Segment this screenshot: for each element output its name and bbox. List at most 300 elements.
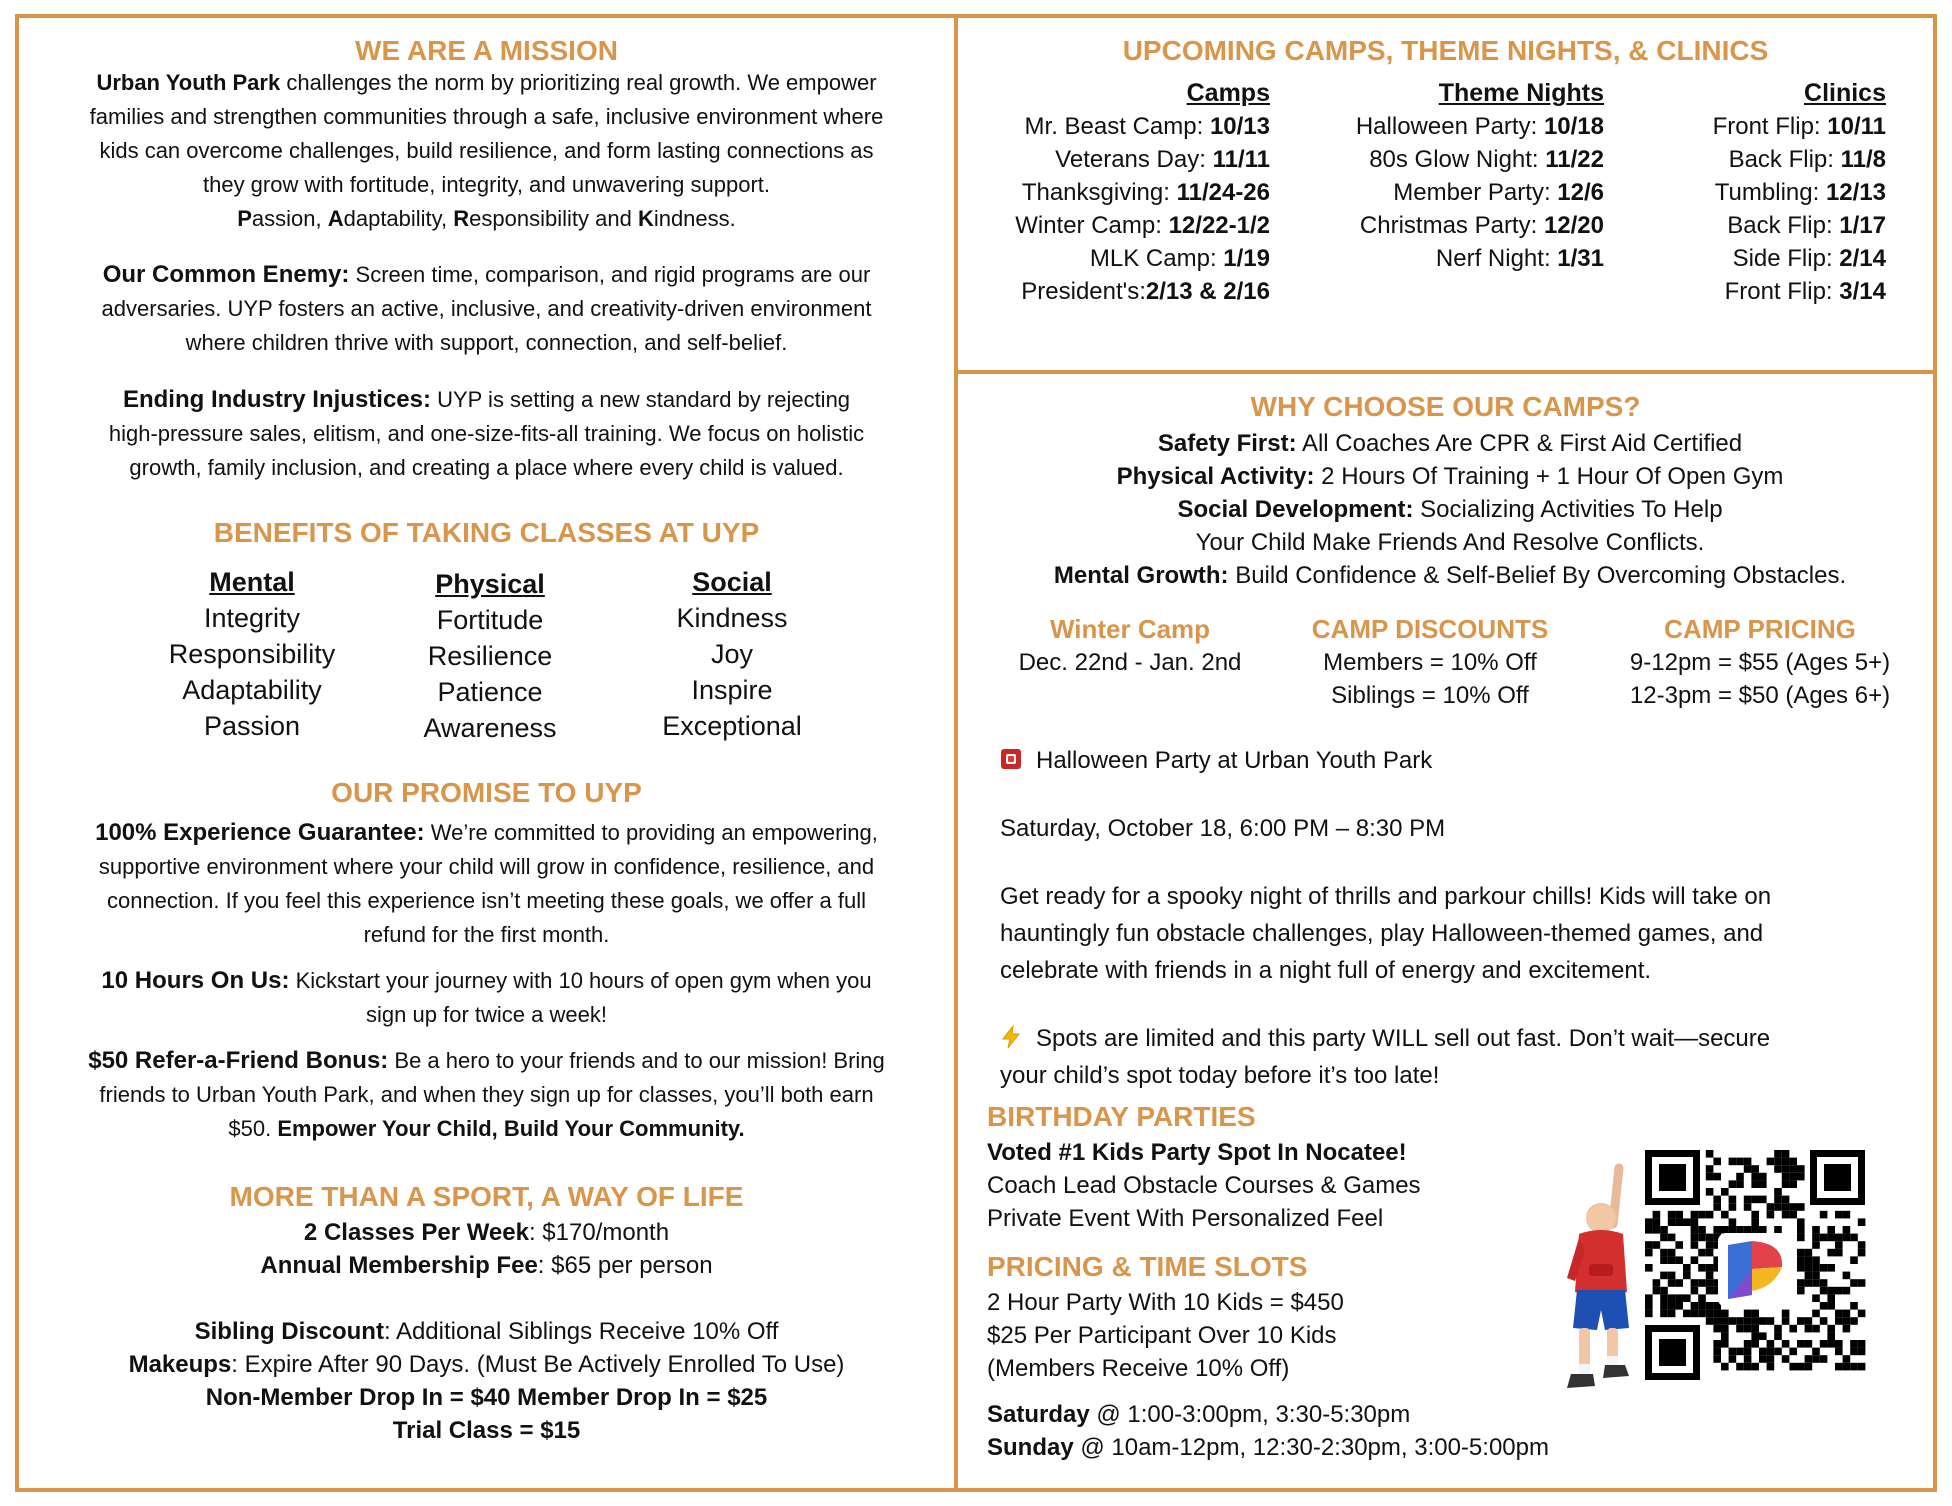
qr-module <box>1797 1279 1805 1287</box>
qr-module <box>1721 1317 1729 1325</box>
qr-module <box>1843 1325 1851 1333</box>
qr-module <box>1843 1211 1851 1219</box>
qr-module <box>1691 1279 1699 1287</box>
qr-module <box>1698 1234 1706 1242</box>
qr-module <box>1645 1264 1653 1272</box>
qr-module <box>1744 1158 1752 1166</box>
qr-module <box>1774 1158 1782 1166</box>
qr-module <box>1668 1294 1676 1302</box>
qr-module <box>1729 1218 1737 1226</box>
qr-module <box>1721 1363 1729 1371</box>
qr-module <box>1691 1310 1699 1318</box>
qr-module <box>1782 1310 1790 1318</box>
injustice-paragraph: Ending Industry Injustices: UYP is setting a new standard by rejecting high-pressure sales, elitism, and one-size-fits-all training. We focus on holistic growth, family inclusion, and creating a place where every child is valued. <box>108 386 865 480</box>
qr-module <box>1660 1272 1668 1280</box>
qr-module <box>1668 1218 1676 1226</box>
qr-module <box>1782 1158 1790 1166</box>
qr-module <box>1713 1340 1721 1348</box>
qr-module <box>1774 1150 1782 1158</box>
qr-module <box>1812 1348 1820 1356</box>
benefit-column-social: Social Kindness Joy Inspire Exceptional <box>662 567 802 741</box>
qr-module <box>1827 1264 1835 1272</box>
qr-module <box>1653 1279 1661 1287</box>
mission-title: WE ARE A MISSION <box>355 35 618 66</box>
qr-module <box>1713 1203 1721 1211</box>
qr-module <box>1744 1226 1752 1234</box>
qr-module <box>1850 1302 1858 1310</box>
qr-module <box>1858 1279 1866 1287</box>
mission-paragraph <box>25 66 948 236</box>
qr-module <box>1645 1218 1653 1226</box>
qr-module <box>1713 1226 1721 1234</box>
qr-module <box>1744 1355 1752 1363</box>
qr-module <box>1782 1340 1790 1348</box>
qr-module <box>1843 1310 1851 1318</box>
qr-module <box>1782 1173 1790 1181</box>
qr-module <box>1683 1310 1691 1318</box>
event-title: Halloween Party at Urban Youth Park <box>1036 747 1433 774</box>
camp-pricing-info: CAMP PRICING 9-12pm = $55 (Ages 5+) 12-3pm = $50 (Ages 6+) <box>1629 614 1891 709</box>
qr-module <box>1789 1165 1797 1173</box>
qr-module <box>1683 1272 1691 1280</box>
qr-module <box>1805 1355 1813 1363</box>
uyp-logo-icon <box>1718 1233 1792 1307</box>
qr-module <box>1713 1173 1721 1181</box>
event-title-line <box>1000 742 1900 779</box>
mission-line-4: they grow with fortitude, integrity, and unwavering support. <box>202 172 770 197</box>
qr-module <box>1736 1180 1744 1188</box>
mission-line-2: families and strengthen communities through a safe, inclusive environment where <box>89 104 884 129</box>
qr-module <box>1767 1317 1775 1325</box>
qr-module <box>1729 1158 1737 1166</box>
hours-paragraph: 10 Hours On Us: Kickstart your journey with 10 hours of open gym when you sign up for twice a week! <box>101 967 872 1027</box>
qr-module <box>1759 1332 1767 1340</box>
promise-title: OUR PROMISE TO UYP <box>331 777 642 808</box>
qr-module <box>1827 1234 1835 1242</box>
qr-module <box>1858 1218 1866 1226</box>
qr-module <box>1805 1317 1813 1325</box>
qr-module <box>1850 1363 1858 1371</box>
qr-module <box>1706 1279 1714 1287</box>
qr-module <box>1820 1287 1828 1295</box>
qr-module <box>1850 1256 1858 1264</box>
qr-module <box>1797 1203 1805 1211</box>
qr-module <box>1835 1348 1843 1356</box>
qr-module <box>1789 1180 1797 1188</box>
qr-module <box>1850 1317 1858 1325</box>
qr-module <box>1744 1348 1752 1356</box>
qr-module <box>1729 1180 1737 1188</box>
qr-module <box>1668 1256 1676 1264</box>
qr-module <box>1706 1150 1714 1158</box>
qr-module <box>1706 1165 1714 1173</box>
qr-module <box>1683 1264 1691 1272</box>
qr-module <box>1774 1188 1782 1196</box>
qr-module <box>1843 1272 1851 1280</box>
qr-module <box>1820 1302 1828 1310</box>
qr-module <box>1721 1325 1729 1333</box>
qr-module <box>1751 1165 1759 1173</box>
qr-module <box>1782 1196 1790 1204</box>
qr-module <box>1797 1287 1805 1295</box>
qr-module <box>1675 1218 1683 1226</box>
qr-module <box>1835 1241 1843 1249</box>
lightning-icon <box>1000 1025 1022 1049</box>
qr-module <box>1774 1332 1782 1340</box>
qr-module <box>1744 1317 1752 1325</box>
qr-module <box>1721 1226 1729 1234</box>
qr-module <box>1691 1234 1699 1242</box>
qr-module <box>1706 1287 1714 1295</box>
qr-module <box>1691 1287 1699 1295</box>
qr-module <box>1767 1340 1775 1348</box>
qr-module <box>1706 1249 1714 1257</box>
kid-jumping-illustration <box>1545 1160 1655 1400</box>
qr-module <box>1797 1165 1805 1173</box>
qr-module <box>1797 1173 1805 1181</box>
event-description: Get ready for a spooky night of thrills and parkour chills! Kids will take on hauntingly fun obstacle challenges, play Halloween-themed games, and celebrate with friends in a night full of energy and excitement. <box>1000 883 1772 984</box>
qr-module <box>1721 1332 1729 1340</box>
qr-module <box>1668 1211 1676 1219</box>
qr-module <box>1729 1317 1737 1325</box>
qr-module <box>1850 1234 1858 1242</box>
qr-module <box>1767 1363 1775 1371</box>
qr-module <box>1805 1256 1813 1264</box>
camp-discounts-info: CAMP DISCOUNTS Members = 10% Off Siblings = 10% Off <box>1311 614 1549 709</box>
qr-module <box>1835 1211 1843 1219</box>
qr-module <box>1812 1272 1820 1280</box>
qr-module <box>1691 1218 1699 1226</box>
qr-module <box>1736 1173 1744 1181</box>
qr-module <box>1797 1264 1805 1272</box>
qr-module <box>1805 1272 1813 1280</box>
qr-module <box>1751 1180 1759 1188</box>
qr-module <box>1767 1203 1775 1211</box>
qr-module <box>1759 1180 1767 1188</box>
qr-module <box>1797 1363 1805 1371</box>
qr-module <box>1668 1234 1676 1242</box>
mission-values: Passion, Adaptability, Responsibility and Kindness. <box>237 206 736 231</box>
qr-module <box>1744 1363 1752 1371</box>
qr-module <box>1759 1317 1767 1325</box>
qr-module <box>1820 1234 1828 1242</box>
qr-module <box>1812 1234 1820 1242</box>
qr-module <box>1827 1332 1835 1340</box>
qr-module <box>1744 1325 1752 1333</box>
qr-module <box>1645 1302 1653 1310</box>
qr-module <box>1843 1317 1851 1325</box>
theme-nights-column: Theme Nights Halloween Party: 10/18 80s Glow Night: 11/22 Member Party: 12/6 Christmas Party: 12/20 Nerf Night: 1/31 <box>1355 79 1604 272</box>
qr-module <box>1668 1279 1676 1287</box>
qr-module <box>1660 1226 1668 1234</box>
qr-module <box>1698 1310 1706 1318</box>
benefits-title: BENEFITS OF TAKING CLASSES AT UYP <box>213 517 760 548</box>
upcoming-title: UPCOMING CAMPS, THEME NIGHTS, & CLINICS <box>1122 35 1769 66</box>
qr-module <box>1858 1310 1866 1318</box>
qr-module <box>1744 1196 1752 1204</box>
qr-module <box>1767 1355 1775 1363</box>
qr-module <box>1759 1355 1767 1363</box>
qr-module <box>1789 1203 1797 1211</box>
sport-title: MORE THAN A SPORT, A WAY OF LIFE <box>229 1181 744 1212</box>
mission-line-1: challenges the norm by prioritizing real growth. We empower <box>286 70 877 95</box>
qr-module <box>1744 1310 1752 1318</box>
qr-module <box>1706 1211 1714 1219</box>
sport-pricing: 2 Classes Per Week: $170/month Annual Membership Fee: $65 per person Sibling Discount: Additional Siblings Receive 10% Off Makeups: Expire After 90 Days. (Must Be Actively Enrolled To Use) Non-Member Drop In = $40 Member Drop In = $25 Trial Class = $15 <box>128 1219 845 1444</box>
qr-module <box>1827 1302 1835 1310</box>
qr-module <box>1820 1340 1828 1348</box>
qr-module <box>1744 1165 1752 1173</box>
birthday-title: BIRTHDAY PARTIES <box>987 1101 1256 1132</box>
qr-module <box>1843 1234 1851 1242</box>
qr-module <box>1812 1310 1820 1318</box>
camps-column: Camps Mr. Beast Camp: 10/13 Veterans Day: 11/11 Thanksgiving: 11/24-26 Winter Camp: 12/22-1/2 MLK Camp: 1/19 President's:2/13 & 2/16 <box>1015 79 1270 305</box>
qr-module <box>1713 1355 1721 1363</box>
qr-module <box>1774 1325 1782 1333</box>
qr-module <box>1805 1279 1813 1287</box>
qr-module <box>1660 1294 1668 1302</box>
qr-module <box>1774 1196 1782 1204</box>
qr-module <box>1858 1348 1866 1356</box>
qr-module <box>1706 1188 1714 1196</box>
qr-module <box>1691 1256 1699 1264</box>
qr-module <box>1751 1226 1759 1234</box>
qr-module <box>1789 1348 1797 1356</box>
qr-module <box>1827 1249 1835 1257</box>
qr-module <box>1736 1348 1744 1356</box>
qr-module <box>1736 1226 1744 1234</box>
qr-module <box>1759 1348 1767 1356</box>
qr-module <box>1675 1279 1683 1287</box>
qr-module <box>1827 1294 1835 1302</box>
qr-module <box>1713 1310 1721 1318</box>
qr-module <box>1827 1325 1835 1333</box>
qr-module <box>1751 1196 1759 1204</box>
qr-module <box>1721 1188 1729 1196</box>
qr-module <box>1812 1355 1820 1363</box>
qr-module <box>1774 1348 1782 1356</box>
qr-module <box>1759 1173 1767 1181</box>
qr-module <box>1721 1211 1729 1219</box>
qr-module <box>1683 1218 1691 1226</box>
qr-module <box>1729 1196 1737 1204</box>
qr-module <box>1827 1340 1835 1348</box>
qr-module <box>1827 1287 1835 1295</box>
qr-module <box>1751 1317 1759 1325</box>
qr-module <box>1843 1226 1851 1234</box>
qr-module <box>1774 1226 1782 1234</box>
qr-module <box>1675 1241 1683 1249</box>
qr-module <box>1721 1310 1729 1318</box>
enemy-paragraph: Our Common Enemy: Screen time, comparison, and rigid programs are our adversaries. UYP fosters an active, inclusive, and creativity-driven environment where children thrive with support, connection, and self-belief. <box>101 261 872 355</box>
qr-module <box>1645 1241 1653 1249</box>
qr-module <box>1683 1294 1691 1302</box>
qr-module <box>1805 1363 1813 1371</box>
qr-module <box>1744 1203 1752 1211</box>
siren-icon <box>1000 747 1022 771</box>
qr-module <box>1706 1241 1714 1249</box>
qr-module <box>1691 1211 1699 1219</box>
qr-module <box>1713 1196 1721 1204</box>
qr-module <box>1812 1241 1820 1249</box>
qr-module <box>1706 1317 1714 1325</box>
qr-module <box>1698 1249 1706 1257</box>
qr-module <box>1653 1218 1661 1226</box>
qr-module <box>1782 1355 1790 1363</box>
qr-module <box>1797 1218 1805 1226</box>
qr-module <box>1751 1218 1759 1226</box>
birthday-details: Voted #1 Kids Party Spot In Nocatee! Coach Lead Obstacle Courses & Games Private Event With Personalized Feel <box>987 1139 1421 1232</box>
qr-module <box>1660 1249 1668 1257</box>
qr-module <box>1706 1310 1714 1318</box>
party-time-slots: Saturday @ 1:00-3:00pm, 3:30-5:30pm Sunday @ 10am-12pm, 12:30-2:30pm, 3:00-5:00pm <box>987 1401 1549 1461</box>
qr-module <box>1820 1355 1828 1363</box>
qr-module <box>1751 1173 1759 1181</box>
qr-module <box>1751 1340 1759 1348</box>
qr-module <box>1706 1173 1714 1181</box>
qr-module <box>1843 1355 1851 1363</box>
qr-module <box>1835 1363 1843 1371</box>
qr-finder-top-right <box>1810 1150 1865 1205</box>
qr-module <box>1668 1302 1676 1310</box>
qr-module <box>1706 1264 1714 1272</box>
qr-module <box>1660 1287 1668 1295</box>
qr-module <box>1820 1211 1828 1219</box>
qr-module <box>1713 1158 1721 1166</box>
qr-module <box>1797 1249 1805 1257</box>
qr-module <box>1653 1211 1661 1219</box>
mission-bold: Urban Youth Park <box>96 70 281 95</box>
qr-module <box>1835 1317 1843 1325</box>
qr-module <box>1721 1340 1729 1348</box>
benefit-column-physical: Physical Fortitude Resilience Patience Awareness <box>423 569 557 743</box>
qr-module <box>1767 1348 1775 1356</box>
qr-module <box>1706 1302 1714 1310</box>
qr-module <box>1812 1325 1820 1333</box>
qr-module <box>1706 1272 1714 1280</box>
qr-module <box>1797 1317 1805 1325</box>
qr-module <box>1706 1234 1714 1242</box>
qr-module <box>1812 1264 1820 1272</box>
qr-module <box>1698 1264 1706 1272</box>
qr-module <box>1698 1211 1706 1219</box>
qr-module <box>1858 1340 1866 1348</box>
qr-module <box>1713 1325 1721 1333</box>
qr-module <box>1812 1226 1820 1234</box>
qr-module <box>1660 1234 1668 1242</box>
qr-module <box>1736 1363 1744 1371</box>
qr-module <box>1812 1279 1820 1287</box>
qr-module <box>1713 1348 1721 1356</box>
qr-module <box>1736 1325 1744 1333</box>
referral-paragraph: $50 Refer-a-Friend Bonus: Be a hero to your friends and to our mission! Bring friends to Urban Youth Park, and when they sign up for classes, you’ll both earn $50. Empower Your Child, Build Your Community. <box>88 1047 885 1141</box>
qr-module <box>1759 1196 1767 1204</box>
qr-module <box>1660 1310 1668 1318</box>
qr-module <box>1835 1249 1843 1257</box>
qr-module <box>1789 1211 1797 1219</box>
qr-module <box>1759 1226 1767 1234</box>
qr-module <box>1736 1158 1744 1166</box>
qr-module <box>1729 1203 1737 1211</box>
qr-code[interactable] <box>1640 1145 1870 1385</box>
qr-module <box>1675 1294 1683 1302</box>
qr-module <box>1751 1325 1759 1333</box>
qr-module <box>1744 1340 1752 1348</box>
qr-module <box>1713 1317 1721 1325</box>
qr-module <box>1850 1348 1858 1356</box>
qr-module <box>1660 1256 1668 1264</box>
qr-module <box>1782 1317 1790 1325</box>
qr-module <box>1729 1226 1737 1234</box>
guarantee-paragraph: 100% Experience Guarantee: We’re committed to providing an empowering, supportive environment where your child will grow in confidence, resilience, and connection. If you feel this experience isn’t meeting these goals, we offer a full refund for the first month. <box>95 819 878 947</box>
qr-module <box>1698 1302 1706 1310</box>
qr-module <box>1675 1256 1683 1264</box>
party-pricing-details: 2 Hour Party With 10 Kids = $450 $25 Per Participant Over 10 Kids (Members Receive 10% Off) <box>987 1289 1344 1382</box>
qr-module <box>1782 1150 1790 1158</box>
qr-module <box>1805 1249 1813 1257</box>
qr-module <box>1782 1211 1790 1219</box>
qr-module <box>1805 1340 1813 1348</box>
qr-module <box>1789 1363 1797 1371</box>
qr-module <box>1820 1317 1828 1325</box>
event-date: Saturday, October 18, 6:00 PM – 8:30 PM <box>1000 815 1446 842</box>
qr-module <box>1653 1226 1661 1234</box>
qr-module <box>1668 1310 1676 1318</box>
qr-module <box>1736 1317 1744 1325</box>
qr-module <box>1668 1272 1676 1280</box>
qr-module <box>1835 1340 1843 1348</box>
qr-module <box>1850 1279 1858 1287</box>
qr-module <box>1729 1348 1737 1356</box>
qr-module <box>1675 1302 1683 1310</box>
qr-module <box>1797 1226 1805 1234</box>
qr-module <box>1782 1180 1790 1188</box>
qr-module <box>1789 1158 1797 1166</box>
qr-module <box>1774 1203 1782 1211</box>
qr-module <box>1691 1241 1699 1249</box>
qr-module <box>1789 1173 1797 1181</box>
qr-module <box>1751 1211 1759 1219</box>
qr-module <box>1668 1249 1676 1257</box>
qr-module <box>1858 1363 1866 1371</box>
benefit-column-mental: Mental Integrity Responsibility Adaptability Passion <box>168 567 336 741</box>
party-pricing-title: PRICING & TIME SLOTS <box>987 1251 1308 1282</box>
qr-module <box>1645 1249 1653 1257</box>
qr-module <box>1767 1211 1775 1219</box>
qr-module <box>1782 1203 1790 1211</box>
enemy-bold: Our Common Enemy: <box>102 261 350 288</box>
why-list: Safety First: All Coaches Are CPR & First Aid Certified Physical Activity: 2 Hours Of Training + 1 Hour Of Open Gym Social Development: Socializing Activities To Help Your Child Make Friends And Resolve Conflicts. Mental Growth: Build Confidence & Self-Belief By Overcoming Obstacles. <box>1053 430 1847 589</box>
qr-module <box>1797 1234 1805 1242</box>
qr-module <box>1698 1226 1706 1234</box>
qr-module <box>1653 1241 1661 1249</box>
qr-module <box>1843 1287 1851 1295</box>
qr-finder-top-left <box>1645 1150 1700 1205</box>
qr-module <box>1751 1363 1759 1371</box>
qr-module <box>1729 1355 1737 1363</box>
qr-module <box>1843 1363 1851 1371</box>
clinics-column: Clinics Front Flip: 10/11 Back Flip: 11/8 Tumbling: 12/13 Back Flip: 1/17 Side Flip: 2/14 Front Flip: 3/14 <box>1712 79 1886 305</box>
qr-module <box>1827 1226 1835 1234</box>
qr-module <box>1797 1256 1805 1264</box>
qr-module <box>1645 1310 1653 1318</box>
qr-module <box>1789 1325 1797 1333</box>
qr-module <box>1660 1302 1668 1310</box>
qr-module <box>1858 1241 1866 1249</box>
winter-camp-info: Winter Camp Dec. 22nd - Jan. 2nd <box>1018 614 1242 676</box>
qr-finder-bottom-left <box>1645 1325 1700 1380</box>
qr-module <box>1835 1287 1843 1295</box>
